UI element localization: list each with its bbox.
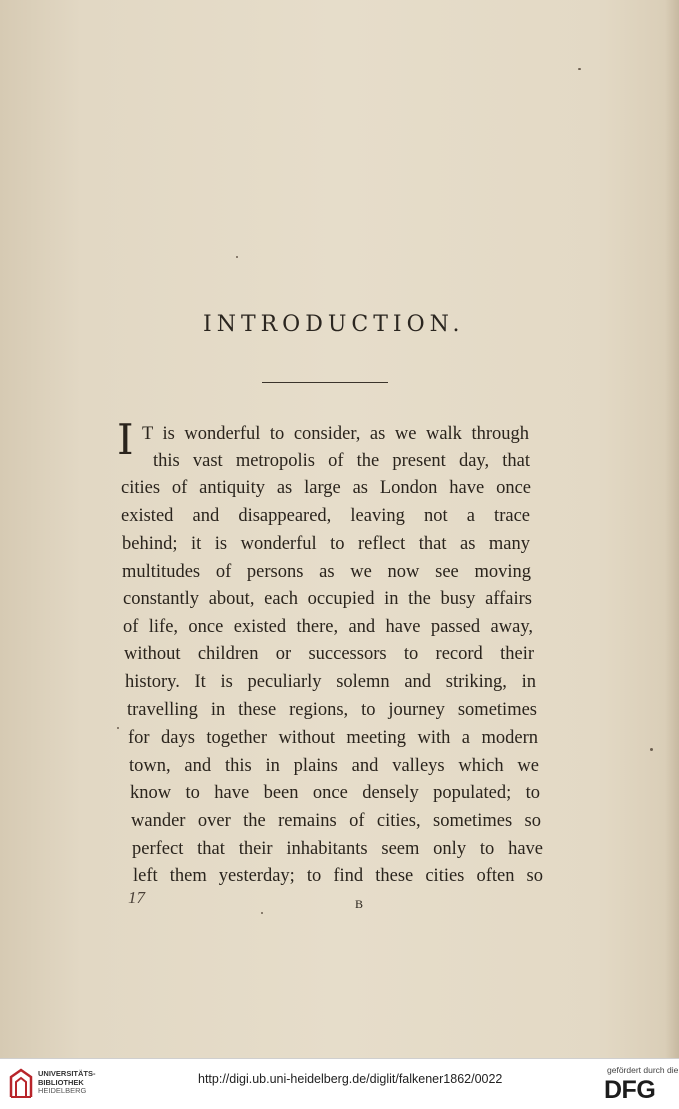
drop-cap: I — [117, 415, 134, 464]
paper-speck — [117, 727, 119, 729]
paper-speck — [578, 68, 581, 70]
text-line: behind; it is wonderful to reflect that as many — [122, 534, 530, 554]
text-line: T is wonderful to consider, as we walk through — [142, 424, 529, 444]
paper-speck — [650, 748, 653, 751]
text-line: cities of antiquity as large as London have once — [121, 478, 531, 498]
text-line: constantly about, each occupied in the busy affairs — [123, 589, 532, 609]
library-name — [38, 1070, 96, 1096]
text-line: wander over the remains of cities, sometimes so — [131, 811, 541, 831]
funding-label: gefördert durch die — [607, 1065, 679, 1075]
handwritten-mark: 17 — [128, 888, 145, 907]
permalink-url[interactable]: http://digi.ub.uni-heidelberg.de/diglit/falkener1862/0022 — [198, 1072, 503, 1086]
text-line: of life, once existed there, and have passed away, — [123, 617, 533, 637]
signature-mark: B — [355, 897, 364, 911]
text-line: for days together without meeting with a modern — [128, 728, 538, 748]
library-name-line: UNIVERSITÄTS- — [38, 1069, 96, 1078]
library-name-line: BIBLIOTHEK — [38, 1077, 84, 1087]
text-line: existed and disappeared, leaving not a trace — [121, 506, 530, 526]
text-line: multitudes of persons as we now see moving — [122, 562, 531, 582]
chapter-title: INTRODUCTION. — [203, 312, 465, 337]
library-logo-icon — [8, 1067, 34, 1099]
paper-speck — [261, 912, 263, 914]
text-line: perfect that their inhabitants seem only to have — [132, 839, 543, 859]
text-line: this vast metropolis of the present day, that — [153, 451, 530, 471]
text-line: know to have been once densely populated; to — [130, 783, 540, 803]
viewer-footer — [0, 1058, 679, 1109]
dfg-logo: DFG — [604, 1076, 656, 1104]
text-line: travelling in these regions, to journey sometimes — [127, 700, 537, 720]
title-rule — [262, 382, 388, 383]
paper-speck — [236, 256, 238, 258]
library-name-line: HEIDELBERG — [38, 1086, 87, 1095]
text-line: town, and this in plains and valleys which we — [129, 756, 539, 776]
text-line: without children or successors to record their — [124, 644, 534, 664]
text-line: history. It is peculiarly solemn and striking, in — [125, 672, 536, 692]
text-line: left them yesterday; to find these cities often so — [133, 866, 543, 886]
page-edge-shadow — [665, 0, 679, 1058]
